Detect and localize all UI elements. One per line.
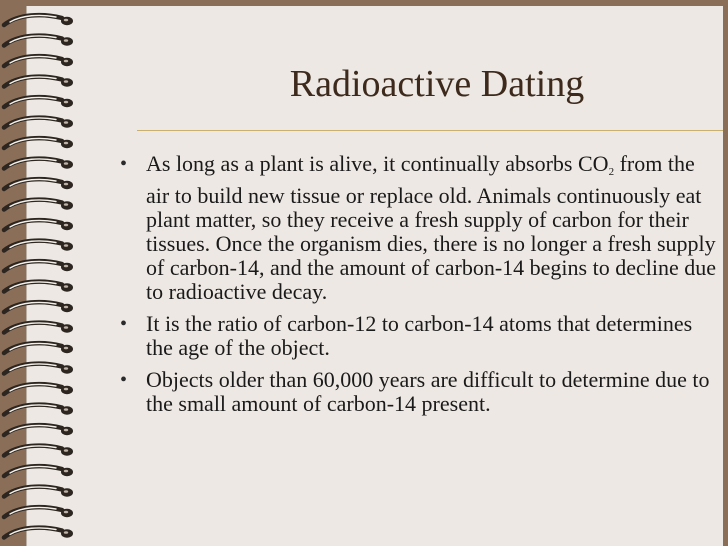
bullet-1-text-b: from the air to build new tissue or replace old. Animals continuously eat plant matter, so they receive a fresh supply of carbon for their tissues. Once the organism dies, there is no longer a fresh supply of carbon-14, and the amount of carbon-14 begins to decline due to radioactive decay. — [146, 151, 716, 304]
bullet-1-text-a: As long as a plant is alive, it continually absorbs CO — [146, 151, 609, 176]
title-divider — [137, 130, 723, 131]
bullet-item-1 — [120, 152, 720, 304]
bullet-item-2: • It is the ratio of carbon-12 to carbon-14 atoms that determines the age of the object. — [120, 312, 720, 360]
slide-title: Radioactive Dating — [289, 63, 585, 105]
bullet-item-3: • Objects older than 60,000 years are difficult to determine due to the small amount of carbon-14 present. — [120, 368, 720, 416]
bullet-1-subscript: 2 — [608, 166, 615, 178]
bullet-list — [120, 152, 720, 424]
slide-page — [26, 6, 723, 546]
